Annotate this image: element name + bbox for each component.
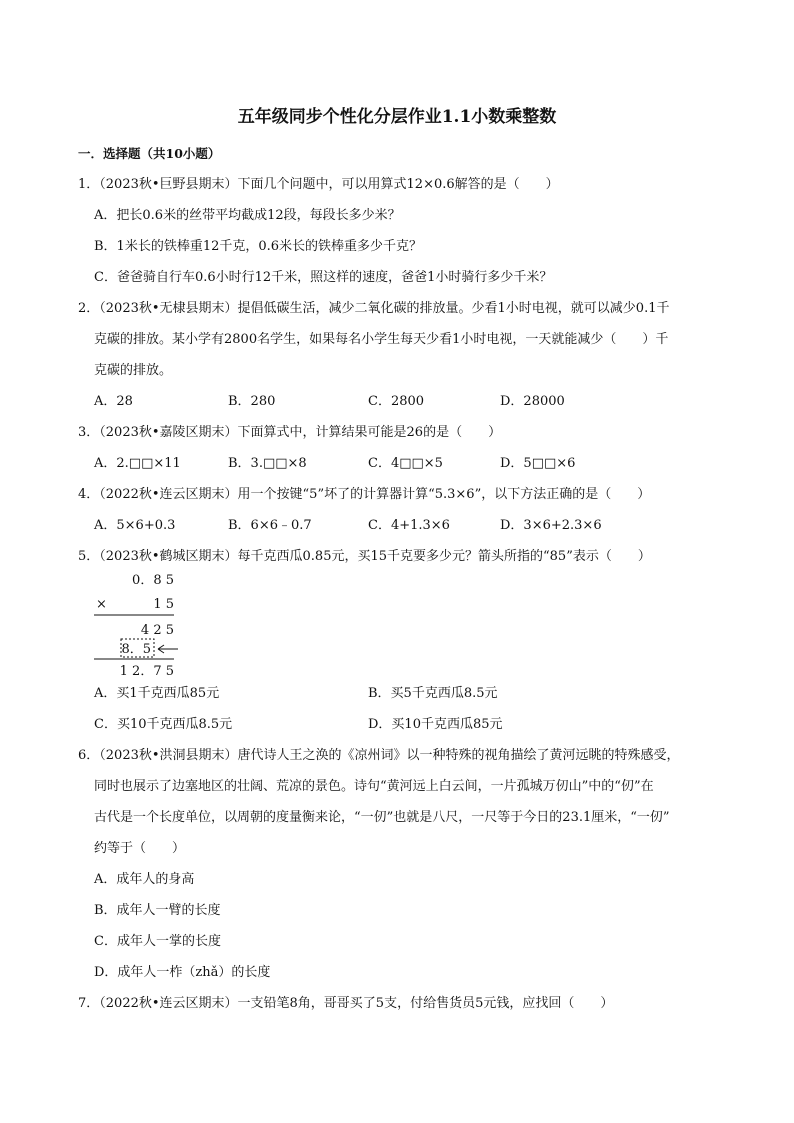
question-2-stem-line-2: 克碳的排放。某小学有2800名学生，如果每名小学生每天少看1小时电视，一天就能减少（ ）千 — [94, 332, 669, 347]
question-1-option-b: B．1米长的铁棒重12千克，0.6米长的铁棒重多少千克？ — [94, 239, 423, 254]
question-5-stem: 5．（2023秋•鹤城区期末）每千克西瓜0.85元，买15千克要多少元？箭头所指的“85”表示（ ） — [78, 549, 651, 564]
question-3-option-d: D．5□□×6 — [500, 456, 576, 471]
question-1-option-c: C．爸爸骑自行车0.6小时行12千米，照这样的速度，爸爸1小时骑行多少千米？ — [94, 270, 553, 285]
question-1-stem: 1．（2023秋•巨野县期末）下面几个问题中，可以用算式12×0.6解答的是（ ） — [78, 177, 559, 192]
question-6-stem-line-4: 约等于（ ） — [94, 841, 186, 856]
question-7-stem: 7．（2022秋•连云区期末）一支铅笔8角，哥哥买了5支，付给售货员5元钱，应找回（ ） — [78, 996, 614, 1011]
question-6-stem-line-3: 古代是一个长度单位，以周朝的度量衡来论，“一仞”也就是八尺，一尺等于今日的23.1厘米，“一仞” — [94, 810, 670, 825]
question-2-option-c: C．2800 — [368, 394, 425, 409]
calc-row-partial-1: 4 2 5 — [140, 623, 174, 638]
question-2-option-a: A．28 — [94, 394, 133, 409]
page-title: 五年级同步个性化分层作业1.1小数乘整数 — [237, 107, 557, 127]
question-2-stem-line-1: 2．（2023秋•无棣县期末）提倡低碳生活，减少二氧化碳的排放量。少看1小时电视，就可以减少0.1千 — [78, 301, 670, 316]
question-4-stem: 4．（2022秋•连云区期末）用一个按键“5”坏了的计算器计算“5.3×6”，以下方法正确的是（ ） — [78, 487, 651, 502]
question-6-option-d: D．成年人一柞（zhǎ）的长度 — [94, 965, 271, 980]
question-6-option-a: A．成年人的身高 — [94, 872, 195, 887]
question-3-option-a: A．2.□□×11 — [94, 456, 181, 471]
section-heading: 一．选择题（共10小题） — [78, 146, 221, 161]
calc-row-partial-2: 8．5 — [121, 642, 151, 657]
question-5-option-b: B．买5千克西瓜8.5元 — [368, 686, 498, 701]
question-5-option-a: A．买1千克西瓜85元 — [94, 686, 220, 701]
question-3-option-b: B．3.□□×8 — [228, 456, 307, 471]
question-3-stem: 3．（2023秋•嘉陵区期末）下面算式中，计算结果可能是26的是（ ） — [78, 425, 502, 440]
question-4-option-d: D．3×6+2.3×6 — [500, 518, 602, 533]
question-5-option-c: C．买10千克西瓜8.5元 — [94, 717, 233, 732]
vertical-multiplication — [94, 571, 184, 681]
question-5-option-d: D．买10千克西瓜85元 — [368, 717, 503, 732]
question-1-option-a: A．把长0.6米的丝带平均截成12段，每段长多少米？ — [94, 208, 401, 223]
question-4-option-c: C．4+1.3×6 — [368, 518, 450, 533]
calc-row-multiplier: 1 5 — [153, 597, 174, 612]
question-6-stem-line-2: 同时也展示了边塞地区的壮阔、荒凉的景色。诗句“黄河远上白云间，一片孤城万仞山”中的“仞”在 — [94, 779, 654, 794]
question-4-option-b: B．6×6﹣0.7 — [228, 518, 312, 533]
question-2-stem-line-3: 克碳的排放。 — [94, 363, 173, 378]
question-2-option-b: B．280 — [228, 394, 276, 409]
question-6-option-c: C．成年人一掌的长度 — [94, 934, 221, 949]
vertical-multiplication-figure — [94, 571, 184, 681]
calc-row-multiplicand: 0．8 5 — [132, 573, 174, 588]
question-4-option-a: A．5×6+0.3 — [94, 518, 176, 533]
question-3-option-c: C．4□□×5 — [368, 456, 443, 471]
question-6-stem-line-1: 6．（2023秋•洪洞县期末）唐代诗人王之涣的《凉州词》以一种特殊的视角描绘了黄河远眺的特殊感受， — [78, 748, 680, 763]
question-6-option-b: B．成年人一臂的长度 — [94, 903, 221, 918]
calc-row-product: 1 2．7 5 — [119, 664, 174, 679]
question-2-option-d: D．28000 — [500, 394, 565, 409]
calc-operator: × — [96, 597, 107, 612]
